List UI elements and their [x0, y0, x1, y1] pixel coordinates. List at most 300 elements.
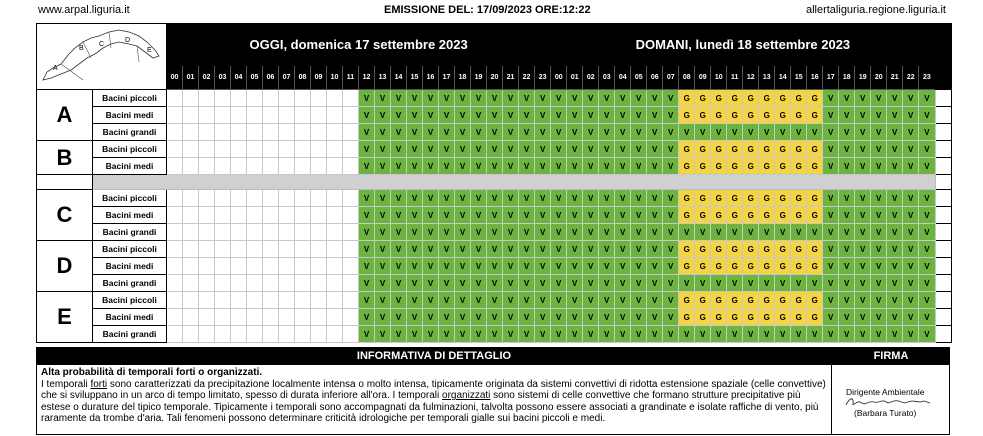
hour-cell-yellow: G: [695, 190, 711, 207]
hour-cell-green: V: [519, 90, 535, 107]
signer-name: (Barbara Turato): [854, 408, 917, 418]
hour-cell-empty: [327, 124, 343, 141]
hour-cell-green: V: [583, 141, 599, 158]
hour-cell-green: V: [455, 124, 471, 141]
hour-cell-empty: [247, 275, 263, 292]
hour-cell-green: V: [551, 241, 567, 258]
hour-cell-green: V: [823, 292, 839, 309]
hour-cell-yellow: G: [791, 190, 807, 207]
trend-cell: [935, 141, 951, 158]
hour-label: 00: [167, 65, 183, 89]
hour-cell-green: V: [823, 326, 839, 343]
zone-separator: [93, 175, 936, 190]
hour-cell-green: V: [503, 207, 519, 224]
hour-cell-green: V: [679, 124, 695, 141]
hour-cell-empty: [199, 158, 215, 175]
hour-cell-green: V: [679, 224, 695, 241]
hour-cell-green: V: [503, 158, 519, 175]
hour-cell-green: V: [887, 241, 903, 258]
hour-cell-empty: [343, 90, 359, 107]
hour-cell-green: V: [759, 224, 775, 241]
hour-cell-green: V: [439, 224, 455, 241]
hour-cell-green: V: [439, 207, 455, 224]
trend-cell: [935, 90, 951, 107]
hour-cell-green: V: [535, 141, 551, 158]
hour-cell-green: V: [807, 326, 823, 343]
hour-cell-green: V: [455, 326, 471, 343]
hour-cell-green: V: [567, 190, 583, 207]
hour-cell-green: V: [631, 90, 647, 107]
hour-cell-green: V: [839, 158, 855, 175]
hour-cell-green: V: [599, 141, 615, 158]
hour-cell-green: V: [871, 241, 887, 258]
hour-cell-green: V: [359, 241, 375, 258]
hour-cell-green: V: [871, 158, 887, 175]
hour-cell-green: V: [663, 107, 679, 124]
hour-cell-empty: [183, 90, 199, 107]
hour-cell-empty: [263, 241, 279, 258]
hour-cell-green: V: [375, 275, 391, 292]
hour-cell-green: V: [359, 190, 375, 207]
hour-cell-green: V: [359, 292, 375, 309]
hour-cell-empty: [311, 309, 327, 326]
hour-cell-green: V: [407, 309, 423, 326]
hour-cell-green: V: [487, 309, 503, 326]
hour-cell-green: V: [743, 224, 759, 241]
hour-cell-empty: [183, 326, 199, 343]
hour-cell-yellow: G: [695, 292, 711, 309]
hour-cell-yellow: G: [727, 190, 743, 207]
hour-cell-green: V: [823, 124, 839, 141]
hour-cell-green: V: [407, 326, 423, 343]
hour-cell-green: V: [903, 207, 919, 224]
hour-cell-empty: [247, 124, 263, 141]
hour-cell-empty: [183, 158, 199, 175]
hour-cell-green: V: [599, 107, 615, 124]
hour-cell-green: V: [887, 309, 903, 326]
hour-cell-empty: [215, 141, 231, 158]
hour-label: 09: [695, 65, 711, 89]
hour-cell-green: V: [823, 158, 839, 175]
hour-cell-green: V: [855, 241, 871, 258]
hour-cell-green: V: [631, 107, 647, 124]
hour-cell-green: V: [903, 309, 919, 326]
hour-cell-green: V: [359, 158, 375, 175]
hour-cell-green: V: [903, 107, 919, 124]
hour-cell-green: V: [567, 158, 583, 175]
hour-cell-green: V: [503, 107, 519, 124]
hour-cell-green: V: [887, 90, 903, 107]
hour-cell-green: V: [375, 326, 391, 343]
hour-label: 06: [263, 65, 279, 89]
table-row: [37, 124, 952, 141]
hour-cell-green: V: [551, 107, 567, 124]
hour-cell-yellow: G: [791, 90, 807, 107]
hour-cell-yellow: G: [759, 241, 775, 258]
hour-cell-empty: [263, 207, 279, 224]
hour-cell-empty: [295, 124, 311, 141]
hour-cell-empty: [231, 224, 247, 241]
hour-cell-green: V: [551, 292, 567, 309]
hour-cell-green: V: [503, 90, 519, 107]
hour-cell-green: V: [887, 124, 903, 141]
hour-cell-yellow: G: [727, 141, 743, 158]
hour-cell-green: V: [455, 258, 471, 275]
hour-label: 20: [871, 65, 887, 89]
hour-cell-green: V: [519, 124, 535, 141]
hour-cell-green: V: [663, 158, 679, 175]
hour-cell-yellow: G: [727, 241, 743, 258]
hour-cell-green: V: [551, 190, 567, 207]
hour-cell-empty: [327, 275, 343, 292]
hour-cell-green: V: [567, 326, 583, 343]
hour-label: 12: [359, 65, 375, 89]
basin-label: Bacini piccoli: [93, 90, 167, 107]
hour-cell-empty: [199, 190, 215, 207]
hour-cell-green: V: [423, 158, 439, 175]
hour-label: 16: [423, 65, 439, 89]
hour-cell-green: V: [919, 158, 935, 175]
arpal-website[interactable]: www.arpal.liguria.it: [38, 4, 130, 16]
hour-cell-green: V: [775, 224, 791, 241]
hour-cell-green: V: [439, 275, 455, 292]
hour-cell-empty: [279, 292, 295, 309]
hour-cell-green: V: [535, 207, 551, 224]
hour-cell-green: V: [855, 309, 871, 326]
hour-cell-green: V: [391, 190, 407, 207]
hour-cell-green: V: [359, 224, 375, 241]
hour-cell-green: V: [439, 124, 455, 141]
hour-cell-green: V: [487, 292, 503, 309]
hour-cell-empty: [199, 292, 215, 309]
hour-cell-green: V: [503, 292, 519, 309]
signature-title: FIRMA: [873, 350, 909, 362]
hour-cell-green: V: [503, 141, 519, 158]
hour-cell-green: V: [407, 241, 423, 258]
trend-cell: [935, 124, 951, 141]
hour-cell-green: V: [887, 158, 903, 175]
hour-cell-empty: [199, 90, 215, 107]
hour-cell-green: V: [903, 258, 919, 275]
hour-cell-green: V: [855, 90, 871, 107]
hour-cell-yellow: G: [791, 107, 807, 124]
hour-cell-green: V: [615, 158, 631, 175]
hour-cell-green: V: [663, 90, 679, 107]
hour-cell-green: V: [855, 190, 871, 207]
hour-cell-empty: [199, 326, 215, 343]
hour-cell-green: V: [855, 275, 871, 292]
hour-cell-empty: [215, 258, 231, 275]
hour-cell-green: V: [471, 258, 487, 275]
hour-cell-empty: [311, 90, 327, 107]
hour-cell-green: V: [567, 224, 583, 241]
hour-cell-yellow: G: [679, 141, 695, 158]
hour-cell-yellow: G: [711, 190, 727, 207]
hour-cell-empty: [263, 190, 279, 207]
hour-cell-green: V: [615, 190, 631, 207]
hour-cell-green: V: [519, 275, 535, 292]
hour-cell-green: V: [583, 124, 599, 141]
hour-cell-green: V: [471, 309, 487, 326]
table-row: [37, 241, 952, 258]
hour-cell-yellow: G: [727, 309, 743, 326]
hour-cell-green: V: [663, 326, 679, 343]
hour-cell-yellow: G: [775, 141, 791, 158]
hour-cell-green: V: [423, 124, 439, 141]
hour-cell-green: V: [839, 90, 855, 107]
hour-cell-green: V: [599, 258, 615, 275]
hour-label: 15: [791, 65, 807, 89]
hour-cell-green: V: [663, 275, 679, 292]
hour-cell-green: V: [695, 275, 711, 292]
table-row: [37, 107, 952, 124]
hour-cell-empty: [231, 158, 247, 175]
hour-cell-green: V: [823, 309, 839, 326]
hour-cell-green: V: [375, 292, 391, 309]
hour-label: 21: [503, 65, 519, 89]
hour-cell-green: V: [631, 207, 647, 224]
hour-cell-green: V: [743, 275, 759, 292]
hour-label: 05: [247, 65, 263, 89]
hour-cell-green: V: [615, 107, 631, 124]
term-forti: forti: [90, 378, 108, 390]
hour-cell-green: V: [711, 275, 727, 292]
hour-cell-green: V: [663, 141, 679, 158]
hour-cell-yellow: G: [679, 190, 695, 207]
trend-header: [935, 24, 964, 90]
hour-cell-yellow: G: [727, 90, 743, 107]
hour-cell-green: V: [503, 258, 519, 275]
hour-cell-yellow: G: [679, 158, 695, 175]
signature-box: [832, 365, 950, 435]
hour-cell-green: V: [551, 158, 567, 175]
hour-cell-green: V: [615, 241, 631, 258]
hour-cell-green: V: [823, 224, 839, 241]
hour-cell-green: V: [407, 275, 423, 292]
hour-cell-empty: [279, 190, 295, 207]
hour-cell-green: V: [567, 124, 583, 141]
hour-cell-green: V: [791, 326, 807, 343]
hour-cell-green: V: [455, 90, 471, 107]
hour-cell-green: V: [407, 107, 423, 124]
hour-cell-empty: [199, 258, 215, 275]
hour-cell-yellow: G: [743, 141, 759, 158]
hour-cell-yellow: G: [727, 158, 743, 175]
hour-cell-green: V: [695, 124, 711, 141]
hour-cell-empty: [343, 190, 359, 207]
basin-label: Bacini piccoli: [93, 141, 167, 158]
hour-cell-green: V: [375, 107, 391, 124]
hour-cell-empty: [183, 309, 199, 326]
basin-label: Bacini grandi: [93, 124, 167, 141]
hour-cell-green: V: [391, 158, 407, 175]
hour-cell-empty: [279, 90, 295, 107]
hour-cell-empty: [295, 190, 311, 207]
hour-cell-empty: [279, 258, 295, 275]
hour-label: 18: [455, 65, 471, 89]
hour-cell-green: V: [871, 90, 887, 107]
hour-cell-green: V: [423, 107, 439, 124]
hour-cell-green: V: [887, 275, 903, 292]
hour-label: 18: [839, 65, 855, 89]
hour-cell-empty: [183, 275, 199, 292]
hour-cell-empty: [231, 107, 247, 124]
hour-cell-empty: [279, 141, 295, 158]
hour-cell-green: V: [471, 190, 487, 207]
hour-cell-green: V: [455, 141, 471, 158]
hour-cell-green: V: [423, 258, 439, 275]
hour-cell-green: V: [519, 292, 535, 309]
hour-cell-green: V: [615, 326, 631, 343]
hour-cell-green: V: [583, 241, 599, 258]
hour-cell-empty: [183, 224, 199, 241]
hour-cell-empty: [167, 190, 183, 207]
hour-cell-green: V: [487, 258, 503, 275]
hour-cell-green: V: [535, 90, 551, 107]
hour-cell-yellow: G: [711, 258, 727, 275]
hour-cell-green: V: [391, 107, 407, 124]
hour-cell-green: V: [919, 258, 935, 275]
hour-cell-empty: [167, 275, 183, 292]
hour-cell-green: V: [423, 207, 439, 224]
hour-cell-green: V: [535, 158, 551, 175]
hour-cell-green: V: [759, 326, 775, 343]
hour-cell-empty: [231, 190, 247, 207]
hour-cell-empty: [263, 326, 279, 343]
hour-cell-green: V: [583, 224, 599, 241]
trend-cell: [935, 326, 951, 343]
hour-cell-green: V: [551, 124, 567, 141]
hour-cell-empty: [295, 326, 311, 343]
trend-cell: [935, 275, 951, 292]
hour-cell-empty: [215, 224, 231, 241]
hour-cell-empty: [167, 241, 183, 258]
hour-cell-green: V: [887, 224, 903, 241]
hour-cell-empty: [295, 275, 311, 292]
hour-cell-green: V: [471, 90, 487, 107]
hour-cell-yellow: G: [775, 309, 791, 326]
hour-cell-green: V: [567, 207, 583, 224]
hour-label: 07: [279, 65, 295, 89]
hour-cell-yellow: G: [775, 292, 791, 309]
hour-cell-green: V: [823, 241, 839, 258]
info-title-bar: [36, 347, 950, 365]
alert-website[interactable]: allertaliguria.regione.liguria.it: [805, 4, 946, 16]
hour-cell-green: V: [471, 124, 487, 141]
hour-cell-yellow: G: [791, 158, 807, 175]
hour-cell-empty: [215, 326, 231, 343]
hour-cell-green: V: [455, 275, 471, 292]
hour-cell-green: V: [599, 224, 615, 241]
table-row: [37, 275, 952, 292]
hour-cell-green: V: [887, 292, 903, 309]
hour-cell-yellow: G: [759, 309, 775, 326]
hour-cell-yellow: G: [679, 107, 695, 124]
hour-cell-empty: [343, 309, 359, 326]
hour-label: 14: [391, 65, 407, 89]
hour-cell-empty: [167, 224, 183, 241]
zone-label: C: [37, 190, 93, 241]
hour-cell-empty: [167, 158, 183, 175]
hour-cell-green: V: [663, 207, 679, 224]
hour-cell-green: V: [567, 141, 583, 158]
basin-label: Bacini medi: [93, 258, 167, 275]
hour-cell-empty: [167, 107, 183, 124]
hour-cell-green: V: [519, 158, 535, 175]
basin-label: Bacini grandi: [93, 326, 167, 343]
zone-label: B: [37, 141, 93, 175]
hour-cell-empty: [311, 124, 327, 141]
map-zone-label: D: [124, 37, 130, 44]
hour-cell-empty: [327, 158, 343, 175]
hour-cell-green: V: [423, 326, 439, 343]
map-zone-label: C: [98, 41, 104, 48]
hour-cell-green: V: [887, 326, 903, 343]
hour-cell-green: V: [599, 275, 615, 292]
hour-label: 05: [631, 65, 647, 89]
hour-cell-green: V: [663, 258, 679, 275]
hour-cell-green: V: [439, 326, 455, 343]
hour-cell-green: V: [503, 326, 519, 343]
hour-cell-yellow: G: [743, 207, 759, 224]
hour-cell-empty: [167, 326, 183, 343]
hour-cell-yellow: G: [743, 107, 759, 124]
hour-cell-empty: [343, 158, 359, 175]
hour-label: 04: [231, 65, 247, 89]
hour-cell-green: V: [919, 107, 935, 124]
hour-cell-green: V: [407, 258, 423, 275]
hour-cell-empty: [231, 124, 247, 141]
hour-cell-green: V: [743, 124, 759, 141]
hour-cell-empty: [215, 241, 231, 258]
hour-cell-green: V: [375, 258, 391, 275]
hour-cell-green: V: [359, 107, 375, 124]
hour-cell-yellow: G: [759, 141, 775, 158]
hour-cell-yellow: G: [679, 207, 695, 224]
hour-cell-empty: [231, 275, 247, 292]
hour-cell-yellow: G: [711, 207, 727, 224]
hour-cell-empty: [327, 258, 343, 275]
hour-label: 19: [855, 65, 871, 89]
hour-cell-green: V: [359, 275, 375, 292]
hour-cell-green: V: [375, 224, 391, 241]
hour-cell-green: V: [711, 326, 727, 343]
hour-cell-green: V: [887, 258, 903, 275]
hour-cell-empty: [295, 207, 311, 224]
hour-cell-green: V: [647, 326, 663, 343]
info-headline: Alta probabilità di temporali forti o organizzati.: [41, 367, 263, 378]
hour-cell-empty: [295, 107, 311, 124]
table-row: [37, 90, 952, 107]
hour-cell-empty: [263, 275, 279, 292]
hour-cell-green: V: [663, 224, 679, 241]
hour-cell-green: V: [567, 90, 583, 107]
hour-cell-green: V: [727, 275, 743, 292]
hour-cell-empty: [183, 141, 199, 158]
hour-cell-empty: [279, 326, 295, 343]
hour-cell-green: V: [823, 258, 839, 275]
hour-label: 13: [759, 65, 775, 89]
hour-cell-green: V: [839, 141, 855, 158]
hour-cell-green: V: [375, 190, 391, 207]
hour-cell-green: V: [855, 124, 871, 141]
hour-cell-yellow: G: [775, 107, 791, 124]
hour-cell-green: V: [839, 107, 855, 124]
hour-cell-green: V: [823, 90, 839, 107]
hour-cell-green: V: [407, 158, 423, 175]
hour-cell-green: V: [919, 141, 935, 158]
hour-cell-green: V: [599, 158, 615, 175]
